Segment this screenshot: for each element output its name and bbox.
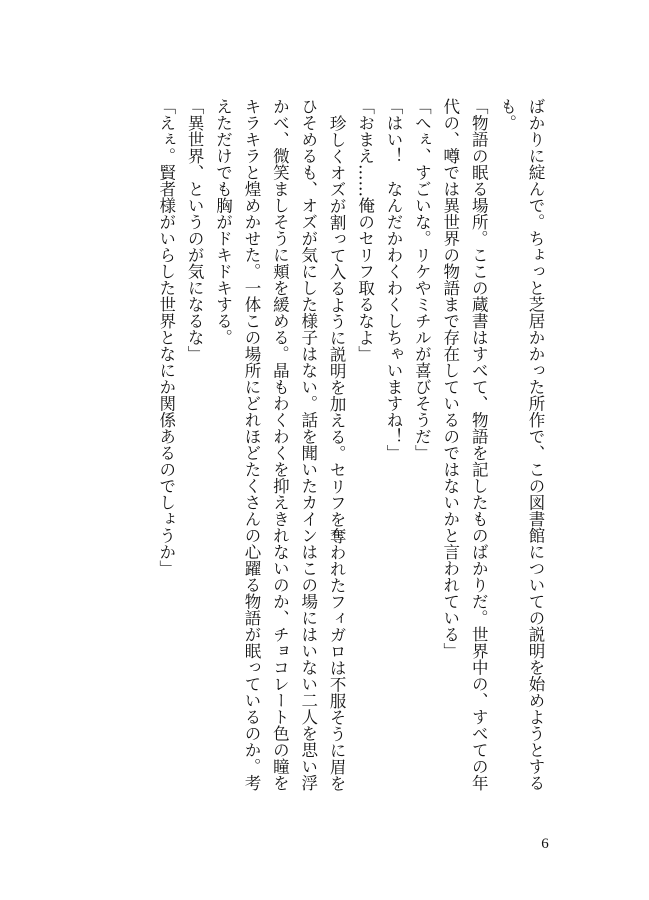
text-line: かべ、微笑ましそうに頬を緩める。晶もわくわくを抑えきれないのか、チョコレート色の瞳を: [270, 98, 290, 791]
text-line: も。: [497, 98, 517, 131]
text-line: 代の、噂では異世界の物語まで存在しているのではないかと言われている」: [440, 98, 460, 659]
text-line: 「はい！ なんだかわくわくしちゃいますね！」: [383, 98, 403, 461]
text-line: ばかりに綻んで。ちょっと芝居かかった所作で、この図書館についての説明を始めようとする: [526, 98, 545, 791]
text-line: 「へぇ、すごいな。リケやミチルが喜びそうだ」: [412, 98, 432, 461]
text-line: ひそめるも、オズが気にした様子はない。話を聞いたカインはこの場にはいない二人を思い浮: [298, 98, 318, 791]
text-line: 「おまえ……俺のセリフ取るなよ」: [355, 98, 375, 362]
page-number: 6: [541, 836, 549, 852]
vertical-text-body: [79, 98, 549, 813]
text-line: 珍しくオズが割って入るように説明を加える。セリフを奪われたフィガロは不服そうに眉を: [327, 114, 347, 791]
text-line: 「物語の眠る場所。ここの蔵書はすべて、物語を記したものばかりだ。世界中の、すべての年: [469, 98, 489, 791]
text-line: えただけでも胸がドキドキする。: [213, 98, 233, 346]
text-line: 「異世界、というのが気になるな」: [185, 98, 205, 362]
text-line: キラキラと煌めかせた。一体この場所にどれほどたくさんの心躍る物語が眠っているのか。考: [241, 98, 261, 791]
text-line: 「えぇ。賢者様がいらした世界となにか関係あるのでしょうか」: [156, 98, 176, 577]
